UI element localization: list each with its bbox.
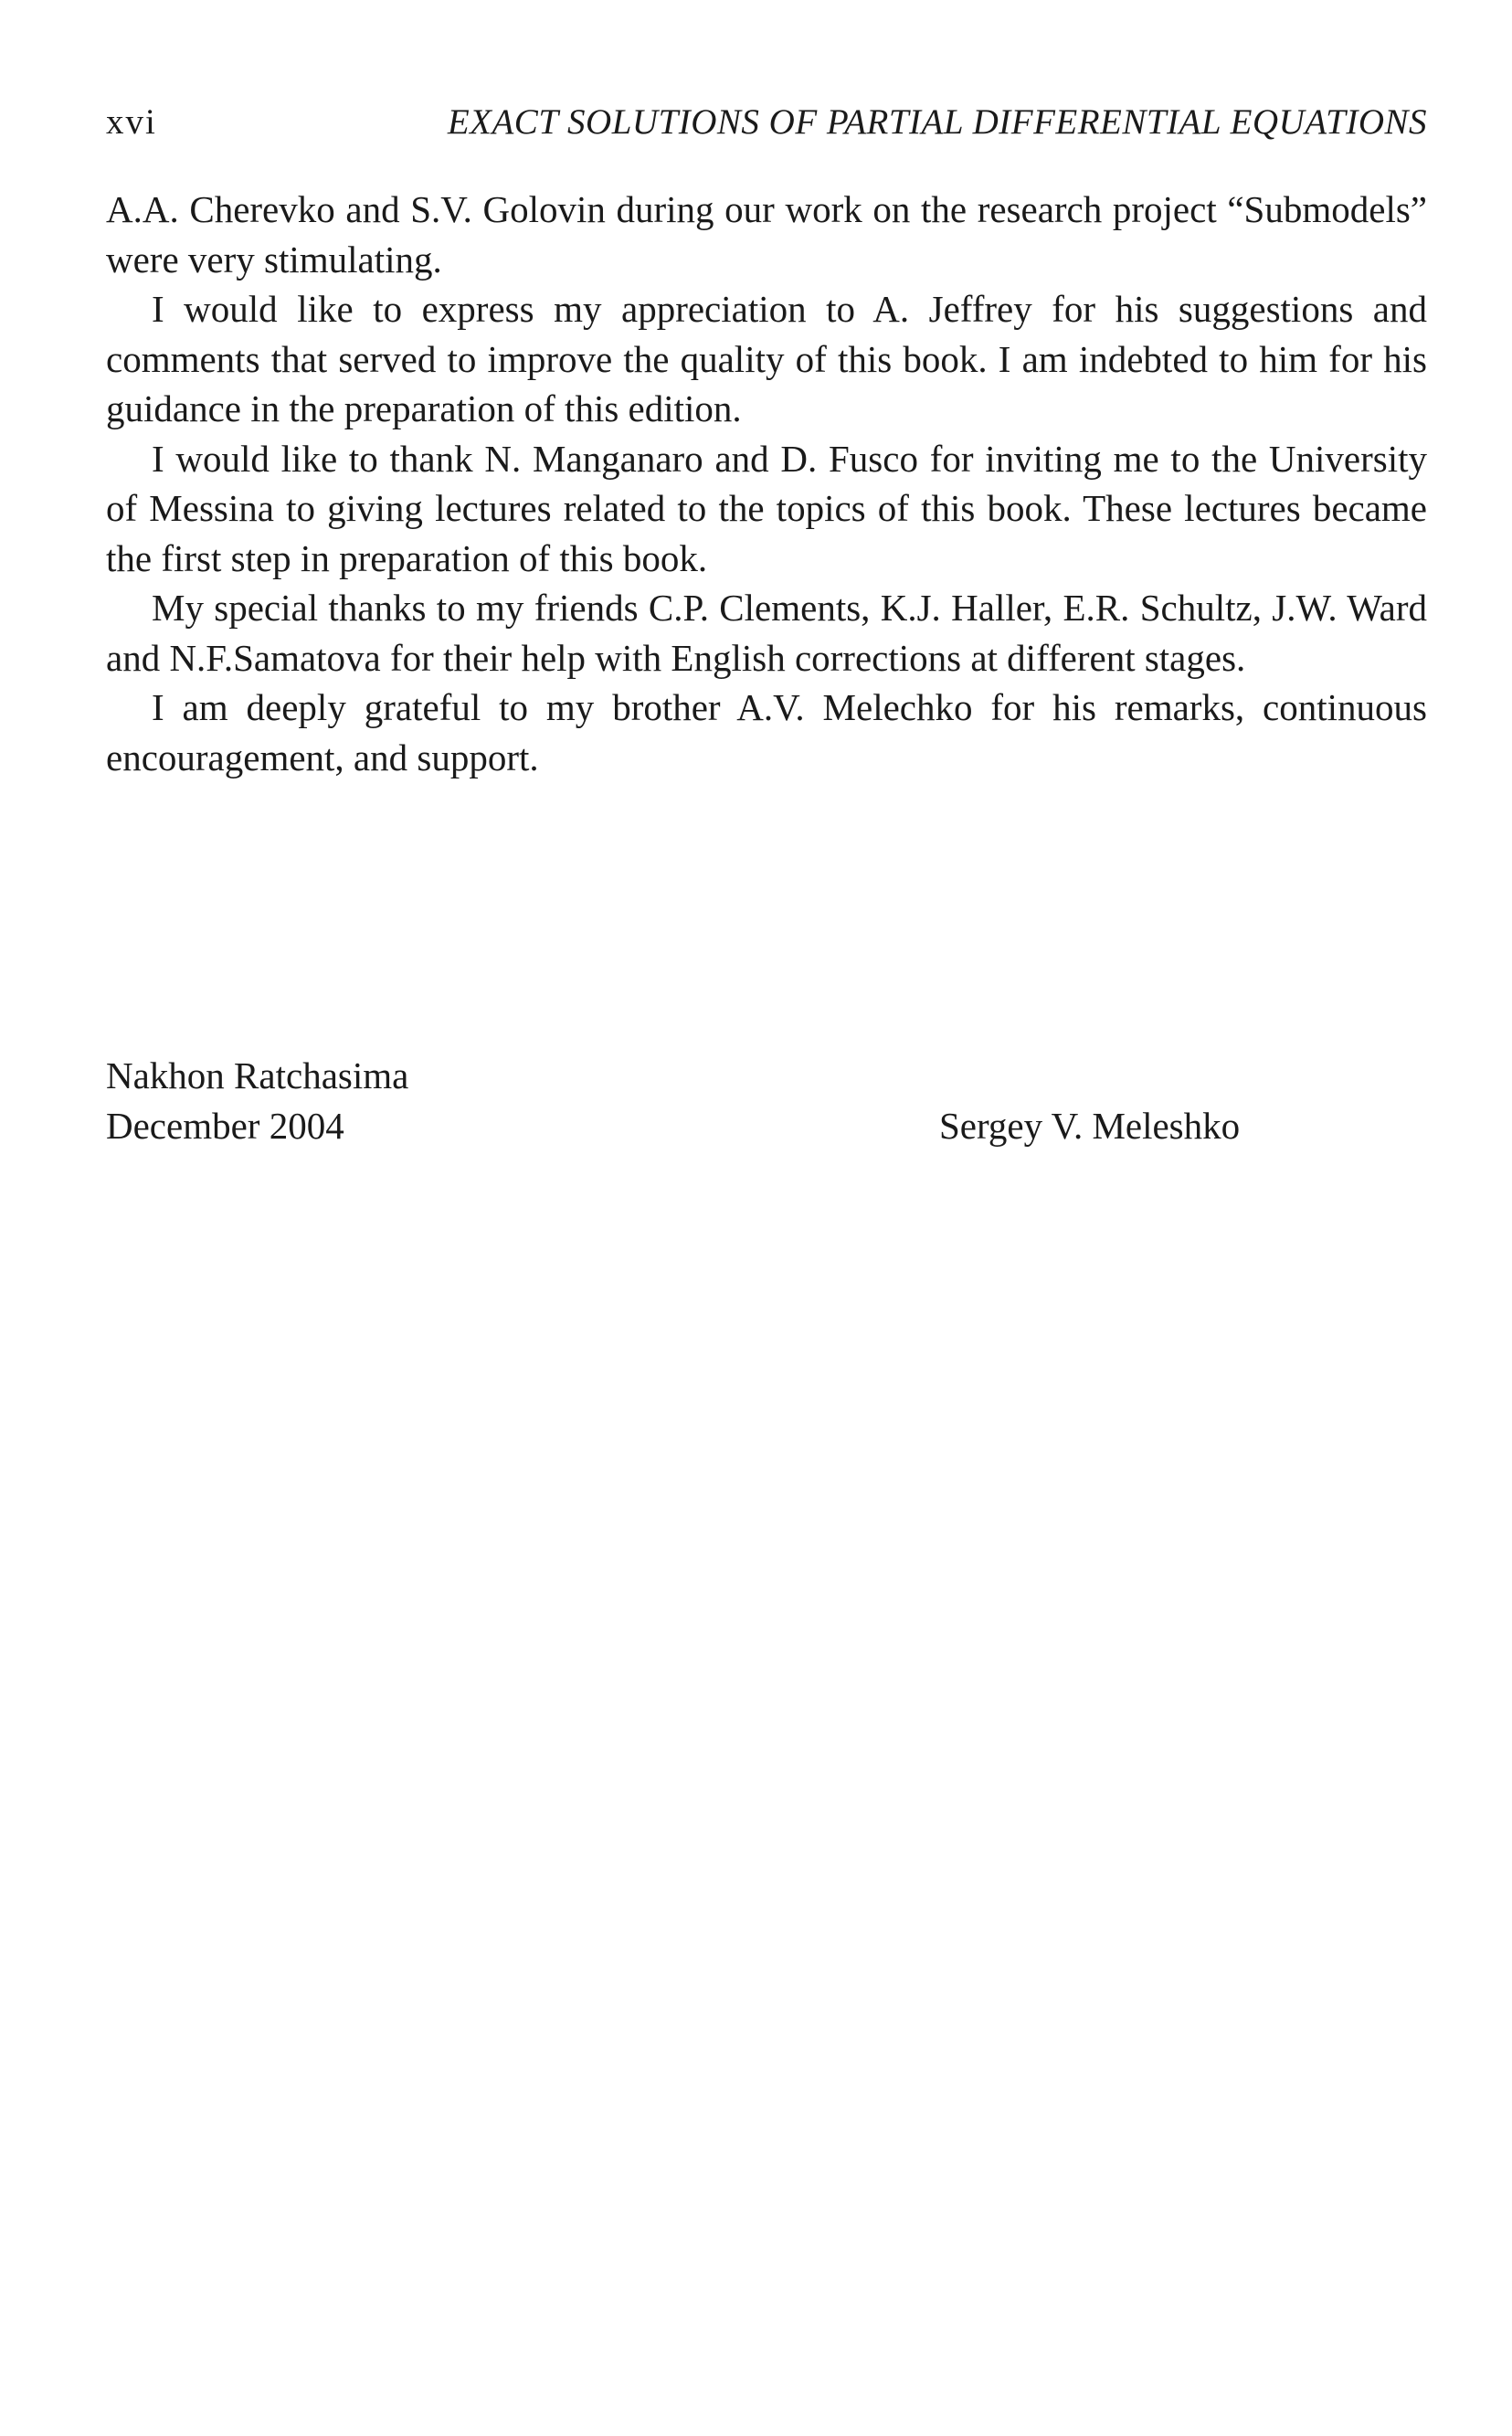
- paragraph-jeffrey: I would like to express my appreciation to A. Jeffrey for his suggestions and comments that served to improve the quality of this book. I am indebted to him for his guidance in the preparation of this edition.: [106, 288, 1427, 429]
- paragraph-messina: I would like to thank N. Manganaro and D. Fusco for inviting me to the University of Messina to giving lectures related to the topics of this book. These lectures became the first step in preparation of this book.: [106, 437, 1427, 579]
- paragraph-special-thanks: My special thanks to my friends C.P. Clements, K.J. Haller, E.R. Schultz, J.W. Ward and N.F.Samatova for their help with English corrections at different stages.: [106, 587, 1427, 679]
- paragraph-continuation: A.A. Cherevko and S.V. Golovin during our work on the research project “Submodels” were very stimulating.: [106, 188, 1427, 281]
- page-number: xvi: [106, 102, 157, 142]
- preface-text: [106, 185, 1427, 782]
- signature-author: Sergey V. Meleshko: [939, 1104, 1241, 1147]
- signature-date: December 2004: [106, 1104, 344, 1147]
- book-title-header: EXACT SOLUTIONS OF PARTIAL DIFFERENTIAL EQUATIONS: [447, 102, 1427, 142]
- signature-place: Nakhon Ratchasima: [106, 1054, 409, 1096]
- running-head: [106, 95, 1427, 150]
- signature-block: [106, 1051, 1427, 1150]
- paragraph-brother: I am deeply grateful to my brother A.V. Melechko for his remarks, continuous encouragement, and support.: [106, 686, 1427, 778]
